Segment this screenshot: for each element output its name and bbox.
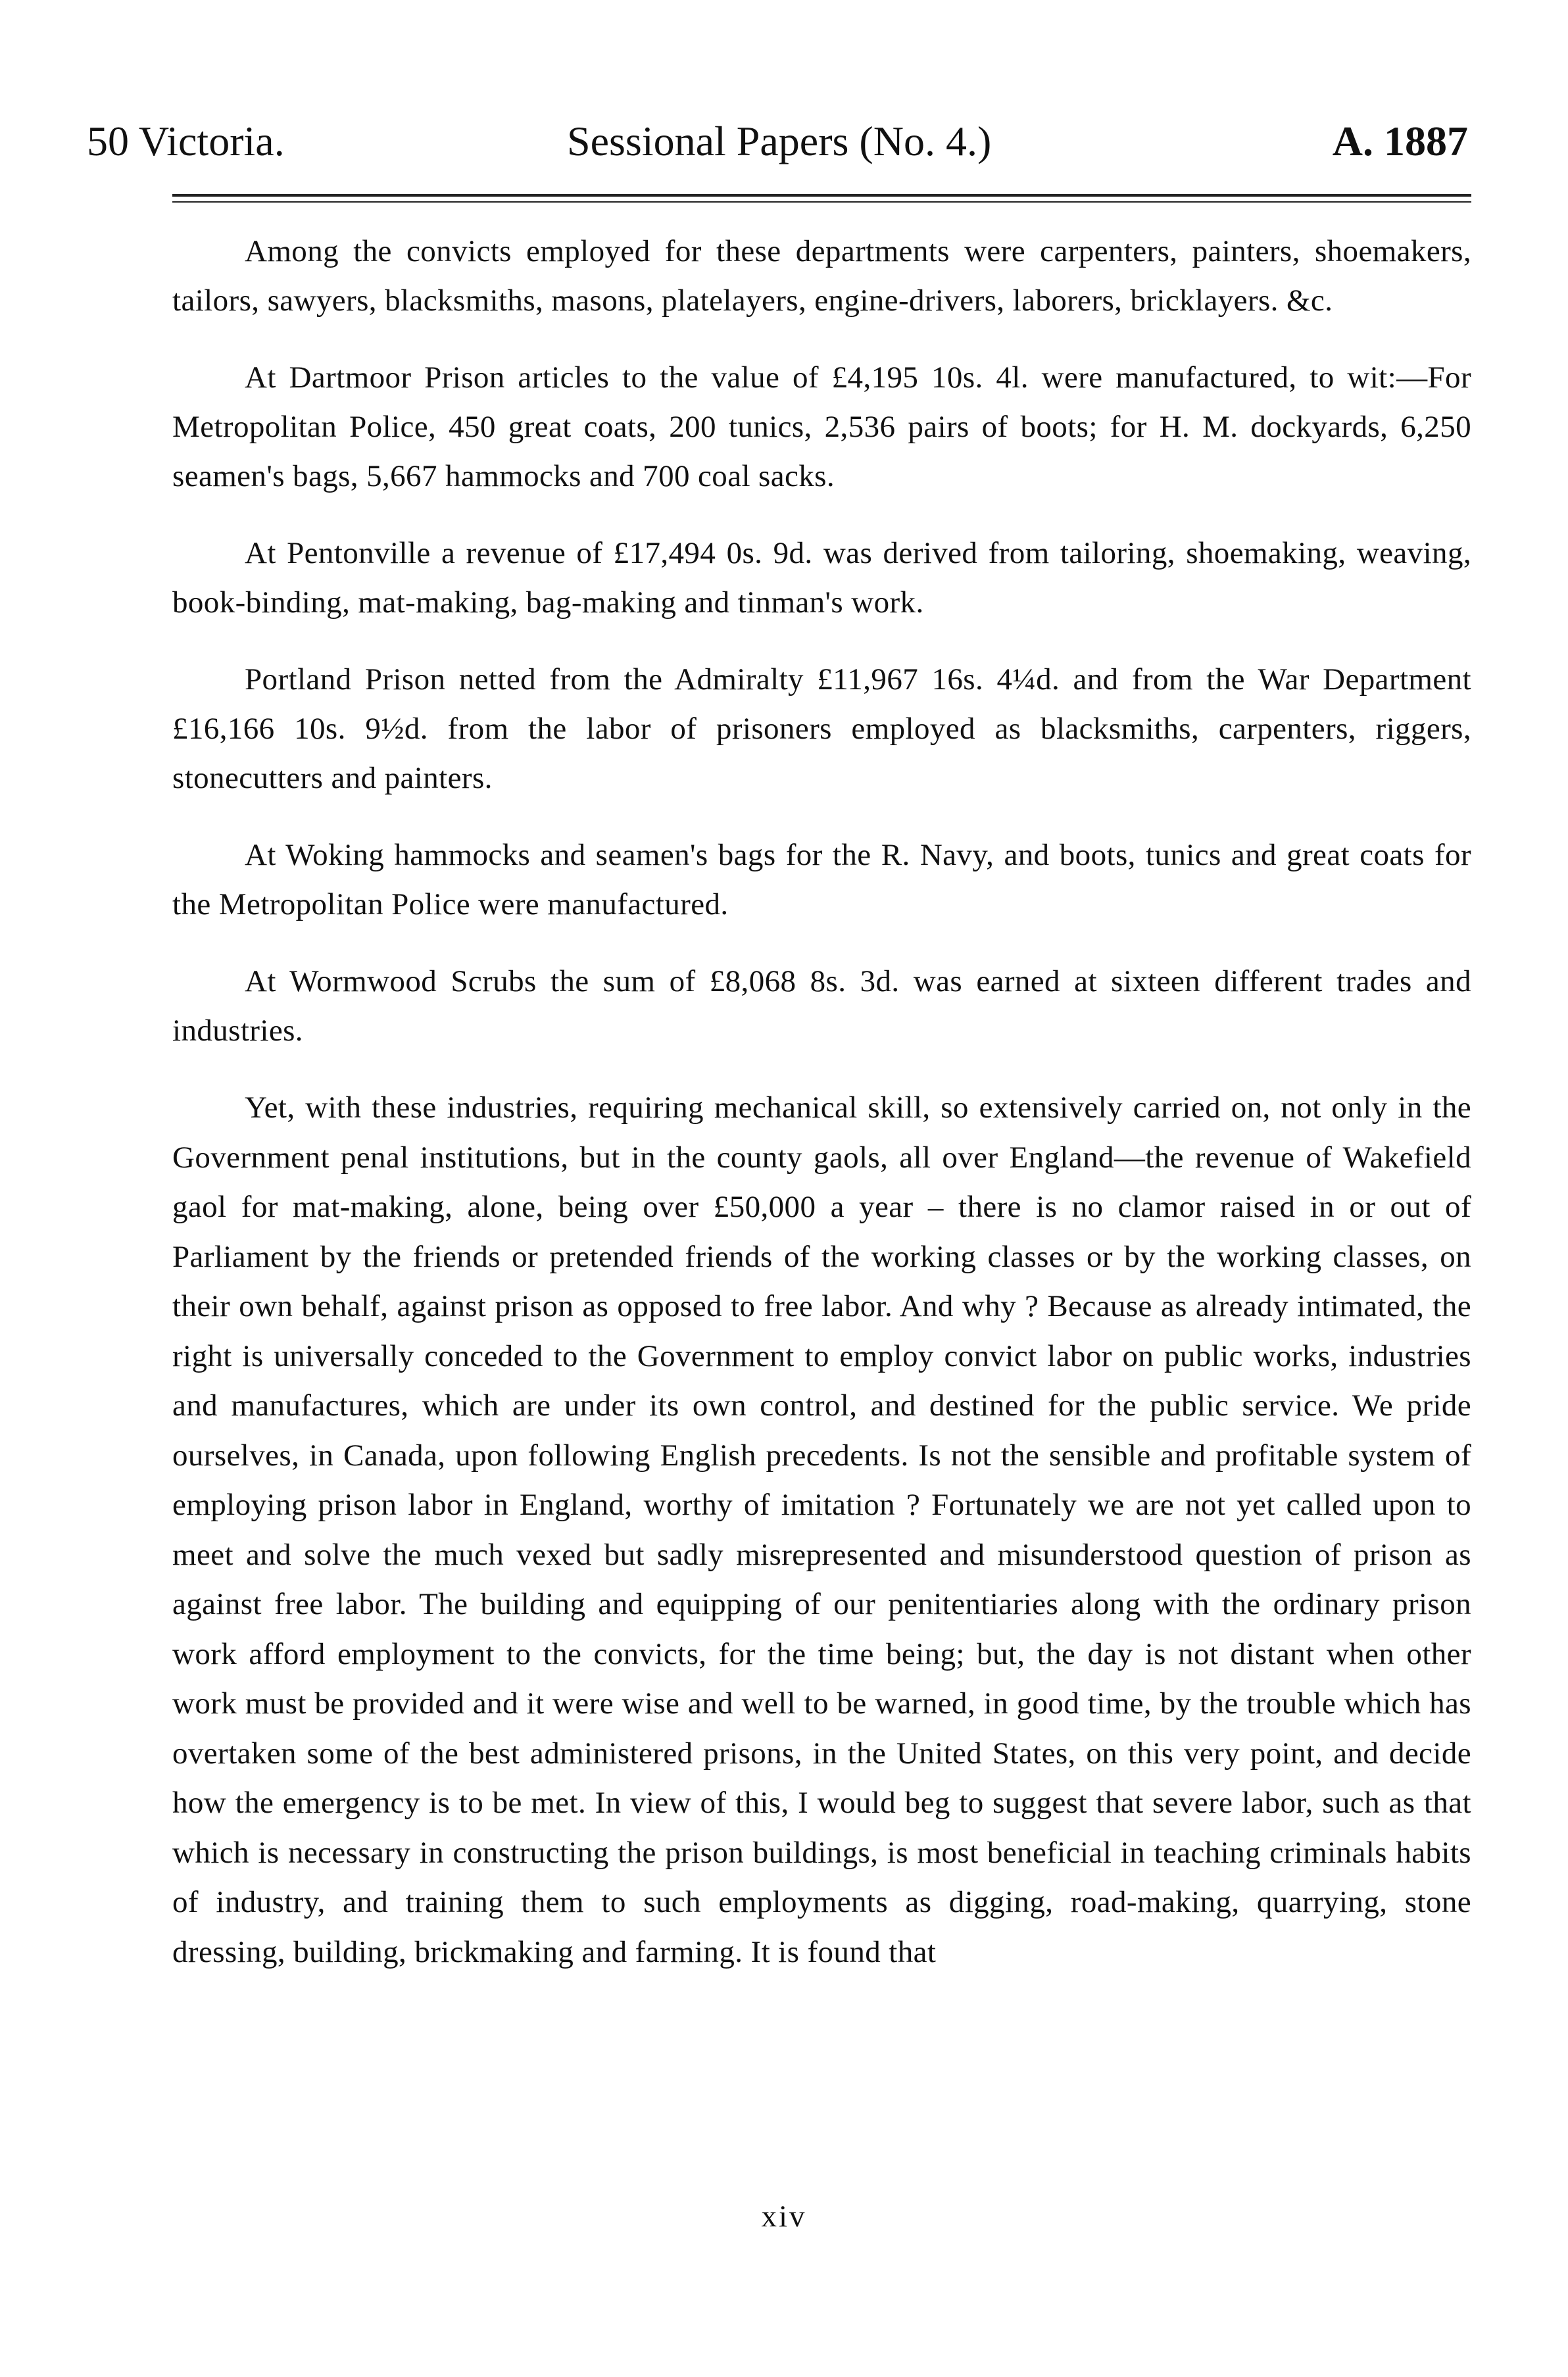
paragraph-pentonville: At Pentonville a revenue of £17,494 0s. 9d. was derived from tailoring, shoemaking, weaving, book-binding, mat-making, bag-making and tinman's work. bbox=[172, 536, 1471, 620]
page-number: xiv bbox=[761, 2199, 807, 2234]
header-rule-thick bbox=[172, 194, 1471, 197]
header-year: A. 1887 bbox=[1332, 118, 1468, 164]
paragraph-woking: At Woking hammocks and seamen's bags for the R. Navy, and boots, tunics and great coats for the Metropolitan Police were manufactured. bbox=[172, 838, 1471, 921]
header-rule-thin bbox=[172, 201, 1471, 203]
paragraph-dartmoor: At Dartmoor Prison articles to the value of £4,195 10s. 4l. were manufactured, to wit:—For Metropolitan Police, 450 great coats, 200 tunics, 2,536 pairs of boots; for H. M. dockyards, 6,250 seamen's bags, 5,667 hammocks and 700 coal sacks. bbox=[172, 360, 1471, 493]
paragraph-wormwood-scrubs: At Wormwood Scrubs the sum of £8,068 8s. 3d. was earned at sixteen different trades and industries. bbox=[172, 964, 1471, 1048]
paragraph-portland: Portland Prison netted from the Admiralty £11,967 16s. 4¼d. and from the War Department £16,166 10s. 9½d. from the labor of prisoners employed as blacksmiths, carpenters, riggers, stonecutters and painters. bbox=[172, 662, 1471, 795]
header-session: 50 Victoria. bbox=[87, 118, 285, 164]
paragraph-convict-trades: Among the convicts employed for these departments were carpenters, painters, shoemakers, tailors, sawyers, blacksmiths, masons, platelayers, engine-drivers, laborers, bricklayers. &c. bbox=[172, 234, 1471, 318]
running-header bbox=[87, 112, 1468, 171]
paragraph-prison-labor: Yet, with these industries, requiring mechanical skill, so extensively carried on, not only in the Government penal institutions, but in the county gaols, all over England—the revenue of Wakefield gaol for mat-making, alone, being over £50,000 a year – there is no clamor raised in or out of Parliament by the friends or pretended friends of the working classes or by the working classes, on their own behalf, against prison as opposed to free labor. And why ? Because as already intimated, the right is universally conceded to the Government to employ convict labor on public works, industries and manufactures, which are under its own control, and destined for the public service. We pride ourselves, in Canada, upon following English precedents. Is not the sensible and profitable system of employing prison labor in England, worthy of imitation ? Fortunately we are not yet called upon to meet and solve the much vexed but sadly misrepresented and misunderstood question of prison as against free labor. The building and equipping of our penitentiaries along with the ordinary prison work afford employment to the convicts, for the time being; but, the day is not distant when other work must be provided and it were wise and well to be warned, in good time, by the trouble which has overtaken some of the best administered prisons, in the United States, on this very point, and decide how the emergency is to be met. In view of this, I would beg to suggest that severe labor, such as that which is necessary in constructing the prison buildings, is most beneficial in teaching criminals habits of industry, and training them to such employments as digging, road-making, quarrying, stone dressing, building, brickmaking and farming. It is found that bbox=[172, 1090, 1471, 1969]
body-text bbox=[172, 227, 1471, 2005]
header-title: Sessional Papers (No. 4.) bbox=[567, 118, 992, 164]
